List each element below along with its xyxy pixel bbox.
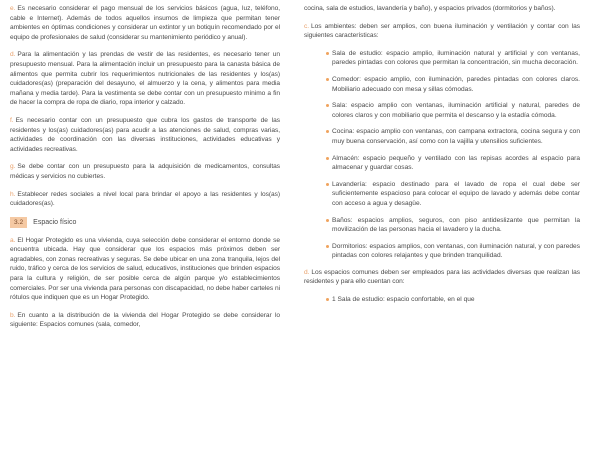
bullet-icon: [326, 219, 329, 222]
item-letter: g.: [10, 163, 16, 171]
item-letter: a.: [10, 236, 16, 244]
bullet-icon: [326, 245, 329, 248]
bullet-icon: [326, 183, 329, 186]
paragraph-text: Establecer redes sociales a nivel local para brindar el apoyo a las residentes y los(as) cuidadores(as).: [10, 190, 280, 208]
list-item-text: Almacén: espacio pequeño y ventilado con las repisas acordes al espacio para almacenar y guardar cosas.: [332, 154, 580, 172]
list-item-text: Cocina: espacio amplio con ventanas, con campana extractora, cocina segura y con muy buena conservación, así como con la vajilla y utensilios suficientes.: [332, 128, 580, 145]
list-item: [332, 154, 580, 173]
bullet-icon: [326, 52, 329, 55]
list-item-text: 1 Sala de estudio: espacio confortable, en el que: [332, 296, 475, 304]
list-item: [332, 295, 580, 305]
bullet-icon: [326, 78, 329, 81]
bullet-list-ambientes: [304, 49, 580, 261]
bullet-icon: [326, 104, 329, 107]
bullet-icon: [326, 157, 329, 160]
paragraph-text: Se debe contar con un presupuesto para la adquisición de medicamentos, consultas médicas y servicios no cubiertes.: [10, 163, 280, 180]
paragraph-text: Es necesario considerar el pago mensual de los servicios básicos (agua, luz, teléfono, cable e Internet). Además de todos aquellos insumos de limpieza que permitan tener ambientes en óptimas condiciones y considerar un extintor y un botiquín recomendado por el equipo de profesionales de salud (considerar su mantenimiento periódico y anual).: [10, 5, 280, 41]
list-item-text: Baños: espacios amplios, seguros, con piso antideslizante que permitan la movilización de las personas hacia el lavadero y la ducha.: [332, 216, 580, 234]
section-title: Espacio físico: [33, 218, 77, 226]
paragraph-text: Es necesario contar con un presupuesto que cubra los gastos de transporte de las residentes y los(as) cuidadores(as) para acudir a las atenciones de salud, compras varias, actividades de coordinación con las diversas instituciones, actividades educativas y actividades recreativas.: [10, 116, 280, 153]
paragraph-h: [10, 190, 280, 209]
paragraph-a: [10, 236, 280, 303]
right-column: [304, 4, 580, 312]
list-item: [332, 127, 580, 146]
paragraph-e: [10, 4, 280, 42]
list-item: [332, 101, 580, 120]
paragraph-f: [10, 116, 280, 154]
list-item: [332, 216, 580, 235]
paragraph-continued: cocina, sala de estudios, lavandería y baño), y espacios privados (dormitorios y baños).: [304, 5, 556, 12]
paragraph-text: Los espacios comunes deben ser empleados para las actividades diversas que realizan las residentes y para ello cuentan con:: [304, 268, 580, 286]
bullet-icon: [326, 298, 329, 301]
item-letter: b.: [10, 311, 16, 319]
paragraph-text: En cuanto a la distribución de la vivienda del Hogar Protegido se debe considerar lo siguiente: Espacios comunes (sala, comedor,: [10, 311, 280, 329]
item-letter: d.: [304, 268, 310, 276]
section-heading: [10, 217, 280, 228]
list-item-text: Sala de estudio: espacio amplio, iluminación natural y artificial y con ventanas, paredes pintadas con colores que permitan la concentración, sin mucha decoración.: [332, 49, 580, 67]
paragraph-b: [10, 311, 280, 330]
paragraph-c: [304, 22, 580, 41]
paragraph-text: El Hogar Protegido es una vivienda, cuya selección debe considerar el entorno donde se encuentra ubicada. Hay que considerar que los espacios más próximos deben ser agradables, con zonas recreativas y seguras. Se debe ubicar en una zona tranquila, lejos del ruido, tráfico y cerca de los servicios de salud, educativos, instituciones que brinden espacios para la cultura y religión, de ser posible cerca de algún parque y/o establecimientos comerciales. Por ser una vivienda para personas con discapacidad, no debe haber carteles ni rótulos que indiquen que es un Hogar Protegido.: [10, 236, 280, 302]
paragraph-d-right: [304, 268, 580, 287]
paragraph-text: Los ambientes: deben ser amplios, con buena iluminación y ventilación y contar con las siguientes características:: [304, 22, 580, 40]
section-number: 3.2: [10, 217, 27, 228]
list-item: [332, 49, 580, 68]
paragraph-text: Para la alimentación y las prendas de vestir de las residentes, es necesario tener un presupuesto mensual. Para la alimentación incluir un presupuesto para la canasta básica de alimentos que permita cubrir los requerimientos nutricionales de las residentes y los(as) cuidadores(as) (preparación del desayuno, el almuerzo y la cena, y alimentos para media mañana y media tarde). Para la vestimenta se debe contar con un presupuesto mínimo a fin de hacer la compra de ropa de diario, ropa interior y calzado.: [10, 51, 280, 107]
bullet-list-comunes: [304, 295, 580, 305]
list-item-text: Dormitorios: espacios amplios, con ventanas, con iluminación natural, y con paredes pintadas con colores relajantes y que brinden tranquilidad.: [332, 242, 580, 260]
list-item-text: Comedor: espacio amplio, con iluminación, paredes pintadas con colores claros. Mobiliario adecuado con mesa y sillas cómodas.: [332, 75, 580, 93]
list-item-text: Lavandería: espacio destinado para el lavado de ropa el cual debe ser suficientemente espacioso para colocar el equipo de lavado y además debe contar con acceso a agua y desagüe.: [332, 180, 580, 207]
left-column: [10, 4, 280, 338]
bullet-icon: [326, 130, 329, 133]
item-letter: h.: [10, 190, 16, 198]
list-item: [332, 75, 580, 94]
paragraph-g: [10, 162, 280, 181]
paragraph-d: [10, 50, 280, 108]
item-letter: e.: [10, 5, 16, 12]
item-letter: f.: [10, 116, 14, 124]
list-item: [332, 242, 580, 261]
list-item-text: Sala: espacio amplio con ventanas, iluminación artificial y natural, paredes de colores claros y con mobiliario que permita el descanso y la estadía cómoda.: [332, 102, 580, 119]
item-letter: c.: [304, 22, 310, 30]
list-item: [332, 180, 580, 209]
item-letter: d.: [10, 51, 16, 59]
